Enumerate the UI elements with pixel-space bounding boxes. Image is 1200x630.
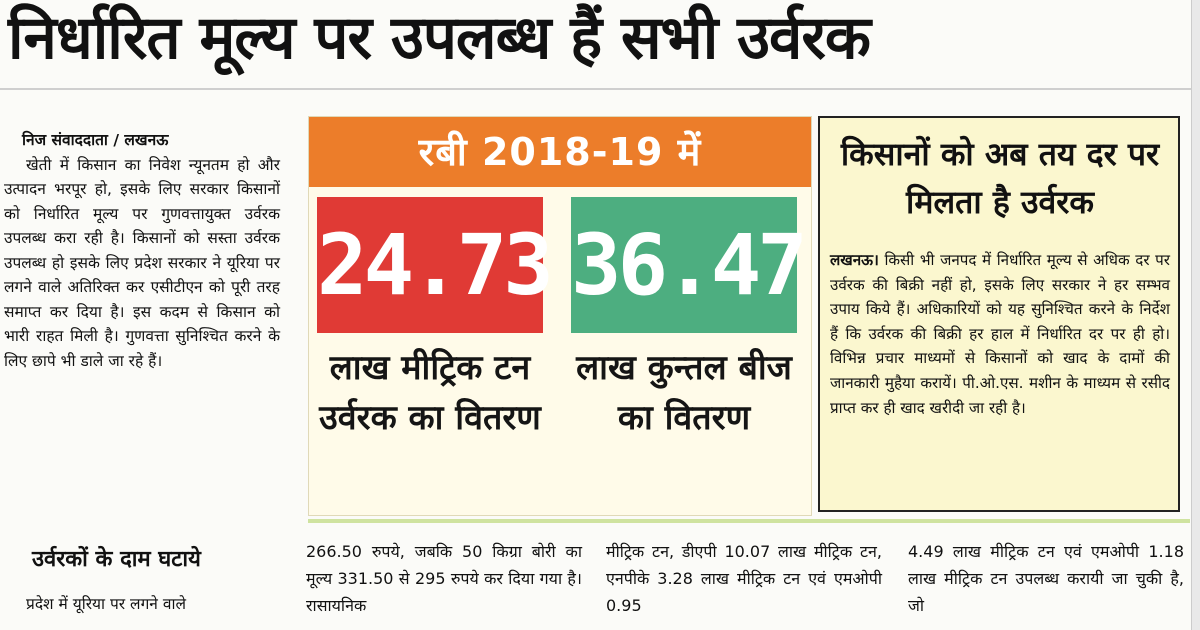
- bottom-column-3: 4.49 लाख मीट्रिक टन एवं एमओपी 1.18 लाख मीट्रिक टन उपलब्ध करायी जा चुकी है, जो: [908, 542, 1184, 615]
- rabi-season-banner: रबी 2018-19 में: [309, 117, 811, 187]
- left-article-body: खेती में किसान का निवेश न्यूनतम हो और उत्पादन भरपूर हो, इसके लिए सरकार किसानों को निर्धारित मूल्य पर गुणवत्तायुक्त उर्वरक उपलब्ध करा रही है। किसानों को सस्ता उर्वरक उपलब्ध हो इसके लिए प्रदेश सरकार ने यूरिया पर लगने वाले अतिरिक्त कर एसीटीएन को पूरी तरह समाप्त कर दिया है। इस कदम से किसान को भारी राहत मिली है। गुणवत्ता सुनिश्चित करने के लिए छापे भी डाले जा रहे हैं।: [4, 155, 280, 370]
- seed-distribution-label: लाख कुन्तल बीज का वितरण: [576, 348, 792, 438]
- bottom-column-2: मीट्रिक टन, डीएपी 10.07 लाख मीट्रिक टन, एनपीके 3.28 लाख मीट्रिक टन एवं एमओपी 0.95: [606, 542, 882, 615]
- fertilizer-distribution-value: 24.73: [317, 197, 543, 333]
- sidebar-news-box: [818, 116, 1180, 512]
- section-divider: [308, 519, 1190, 523]
- byline: निज संवाददाता / लखनऊ: [22, 131, 169, 149]
- headline: निर्धारित मूल्य पर उपलब्ध हैं सभी उर्वरक: [8, 3, 870, 73]
- fertilizer-distribution-label: लाख मीट्रिक टन उर्वरक का वितरण: [319, 348, 541, 438]
- seed-distribution-value: 36.47: [571, 197, 797, 333]
- headline-rule: [0, 88, 1200, 90]
- page-edge-scrollbar[interactable]: [1191, 0, 1200, 630]
- rabi-stats-panel: [308, 116, 812, 516]
- subheading-fertilizer-prices: उर्वरकों के दाम घटाये: [32, 547, 201, 572]
- sidebar-body: [830, 248, 1170, 420]
- sidebar-title: किसानों को अब तय दर पर मिलता है उर्वरक: [840, 135, 1160, 221]
- bottom-column-1: 266.50 रुपये, जबकि 50 किग्रा बोरी का मूल्य 331.50 से 295 रुपये कर दिया गया है। रासायनिक: [306, 542, 582, 615]
- sidebar-text: किसी भी जनपद में निर्धारित मूल्य से अधिक दर पर उर्वरक की बिक्री नहीं हो, इसके लिए सरकार ने हर सम्भव उपाय किये हैं। अधिकारियों को यह सुनिश्चित करने के निर्देश हैं कि उर्वरक की बिक्री हर हाल में निर्धारित दर पर ही हो। विभिन्न प्रचार माध्यमों से किसानों को खाद के दामों की जानकारी मुहैया करायें। पी.ओ.एस. मशीन के माध्यम से रसीद प्राप्त कर ही खाद खरीदी जा रही है।: [830, 251, 1170, 417]
- left-article-column: [4, 128, 280, 373]
- sidebar-dateline: लखनऊ।: [830, 251, 879, 269]
- left-article-body-continued: प्रदेश में यूरिया पर लगने वाले: [26, 595, 186, 613]
